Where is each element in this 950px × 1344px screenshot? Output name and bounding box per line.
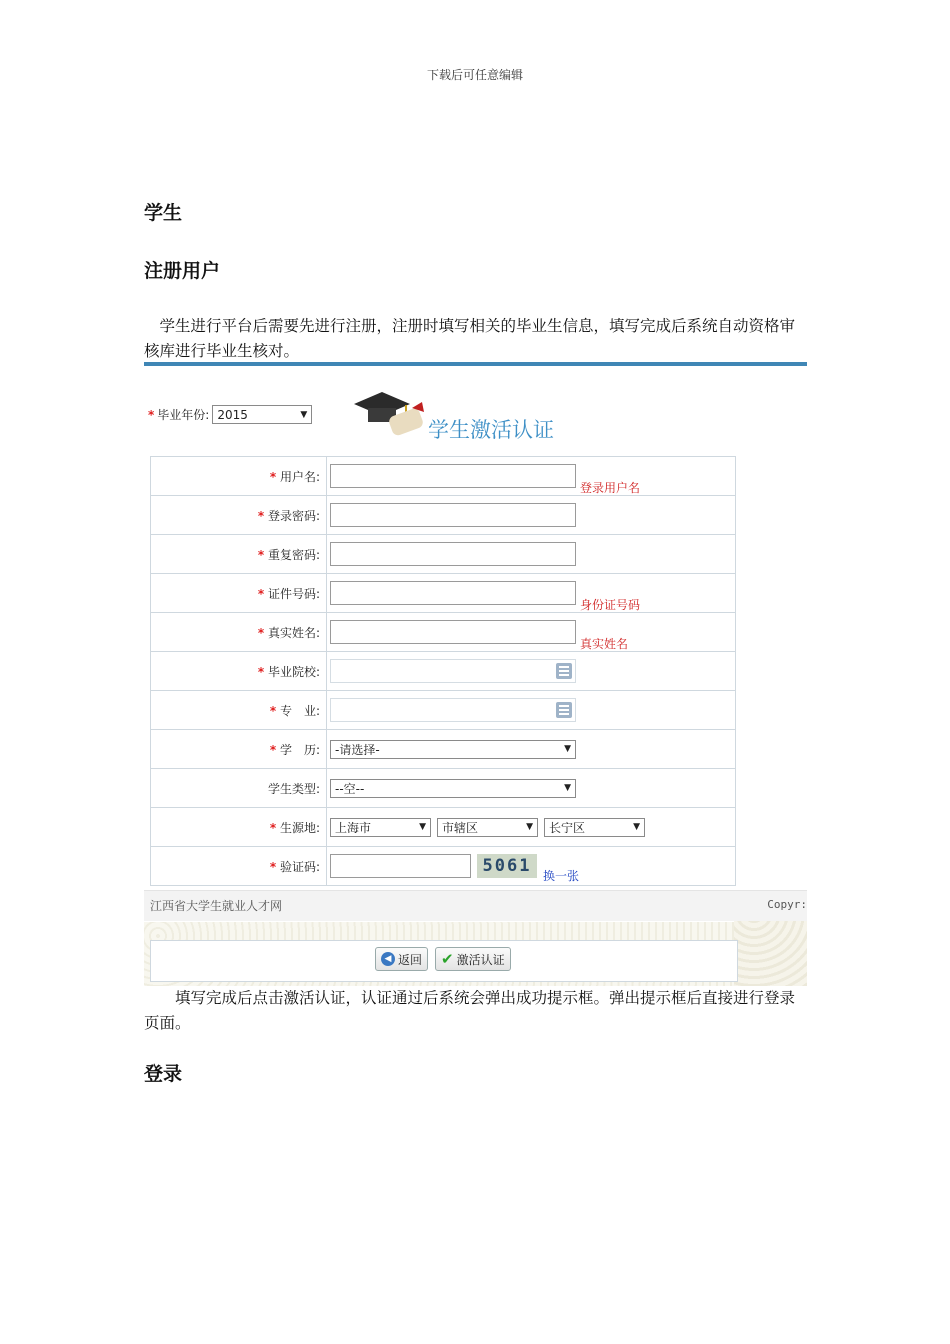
education-label: 学 历: [279, 742, 320, 757]
registration-form [150, 456, 736, 886]
school-label: 毕业院校: [267, 664, 320, 679]
list-picker-icon[interactable] [556, 663, 572, 679]
major-label: 专 业: [279, 703, 320, 718]
activate-button-label: 激活认证 [456, 952, 505, 967]
real-name-label: 真实姓名: [267, 625, 320, 640]
form-row-student-type [151, 769, 736, 808]
back-button[interactable] [375, 947, 428, 971]
page-title: 学生激活认证 [428, 418, 554, 442]
refresh-captcha-link[interactable]: 换一张 [543, 869, 580, 883]
registration-screenshot [144, 362, 807, 986]
required-star: * [269, 742, 277, 757]
captcha-image[interactable]: 5061 [477, 854, 537, 878]
list-picker-icon[interactable] [556, 702, 572, 718]
real-name-input[interactable] [330, 620, 576, 644]
district-select[interactable] [544, 818, 645, 837]
required-star: * [269, 859, 277, 874]
education-select[interactable] [330, 740, 576, 759]
password-input[interactable] [330, 503, 576, 527]
footer-copyright: Copyr: [767, 898, 807, 911]
required-star: * [257, 664, 265, 679]
back-arrow-icon: ◀ [381, 952, 395, 966]
username-input[interactable] [330, 464, 576, 488]
heading-register: 注册用户 [144, 260, 221, 282]
origin-label: 生源地: [279, 820, 320, 835]
intro-paragraph: 学生进行平台后需要先进行注册，注册时填写相关的毕业生信息，填写完成后系统自动资格审核库进行毕业生核对。 [144, 317, 796, 360]
student-type-label: 学生类型: [267, 781, 320, 796]
captcha-input[interactable] [330, 854, 471, 878]
repeat-password-input[interactable] [330, 542, 576, 566]
footer-site-name: 江西省大学生就业人才网 [150, 899, 283, 913]
required-star: * [257, 508, 265, 523]
education-select-value: -请选择- [335, 742, 380, 757]
password-label: 登录密码: [267, 508, 320, 523]
city-value: 市辖区 [442, 820, 479, 835]
after-paragraph: 填写完成后点击激活认证，认证通过后系统会弹出成功提示框。弹出提示框后直接进行登录页面。 [144, 989, 796, 1032]
form-row-education [151, 730, 736, 769]
id-number-label: 证件号码: [267, 586, 320, 601]
activate-button[interactable] [435, 947, 511, 971]
back-button-label: 返回 [398, 952, 423, 967]
dropdown-arrow-icon: ▼ [564, 744, 571, 754]
page-header-note: 下载后可任意编辑 [426, 68, 523, 82]
province-value: 上海市 [335, 820, 372, 835]
graduation-year-row [148, 405, 312, 424]
captcha-label: 验证码: [279, 859, 320, 874]
form-row-school [151, 652, 736, 691]
student-type-select[interactable] [330, 779, 576, 798]
required-star: * [148, 407, 155, 422]
form-row-repeat-password [151, 535, 736, 574]
form-row-real-name [151, 613, 736, 652]
major-picker-input[interactable] [330, 698, 576, 722]
username-hint: 登录用户名 [580, 481, 641, 495]
required-star: * [269, 469, 277, 484]
form-row-origin [151, 808, 736, 847]
form-row-major [151, 691, 736, 730]
real-name-hint: 真实姓名 [580, 637, 629, 651]
dropdown-arrow-icon: ▼ [564, 783, 571, 793]
city-select[interactable] [437, 818, 538, 837]
required-star: * [269, 703, 277, 718]
form-row-id-number [151, 574, 736, 613]
dropdown-arrow-icon: ▼ [300, 409, 308, 420]
screenshot-top-bar [144, 362, 807, 366]
repeat-password-label: 重复密码: [267, 547, 320, 562]
graduation-year-value: 2015 [217, 407, 248, 422]
heading-login: 登录 [144, 1063, 183, 1085]
heading-student: 学生 [144, 202, 183, 224]
required-star: * [257, 547, 265, 562]
form-row-password [151, 496, 736, 535]
school-picker-input[interactable] [330, 659, 576, 683]
required-star: * [269, 820, 277, 835]
province-select[interactable] [330, 818, 431, 837]
form-row-username [151, 457, 736, 496]
student-type-select-value: --空-- [335, 781, 365, 796]
graduation-year-select[interactable] [212, 405, 312, 424]
district-value: 长宁区 [549, 820, 586, 835]
dropdown-arrow-icon: ▼ [419, 822, 426, 832]
username-label: 用户名: [279, 469, 320, 484]
dropdown-arrow-icon: ▼ [633, 822, 640, 832]
form-row-captcha [151, 847, 736, 886]
form-button-row [150, 940, 738, 982]
dropdown-arrow-icon: ▼ [526, 822, 533, 832]
graduation-year-label: 毕业年份: [157, 408, 210, 422]
id-number-input[interactable] [330, 581, 576, 605]
required-star: * [257, 625, 265, 640]
checkmark-icon: ✔ [441, 950, 454, 968]
id-number-hint: 身份证号码 [580, 598, 641, 612]
site-footer [144, 890, 807, 921]
required-star: * [257, 586, 265, 601]
